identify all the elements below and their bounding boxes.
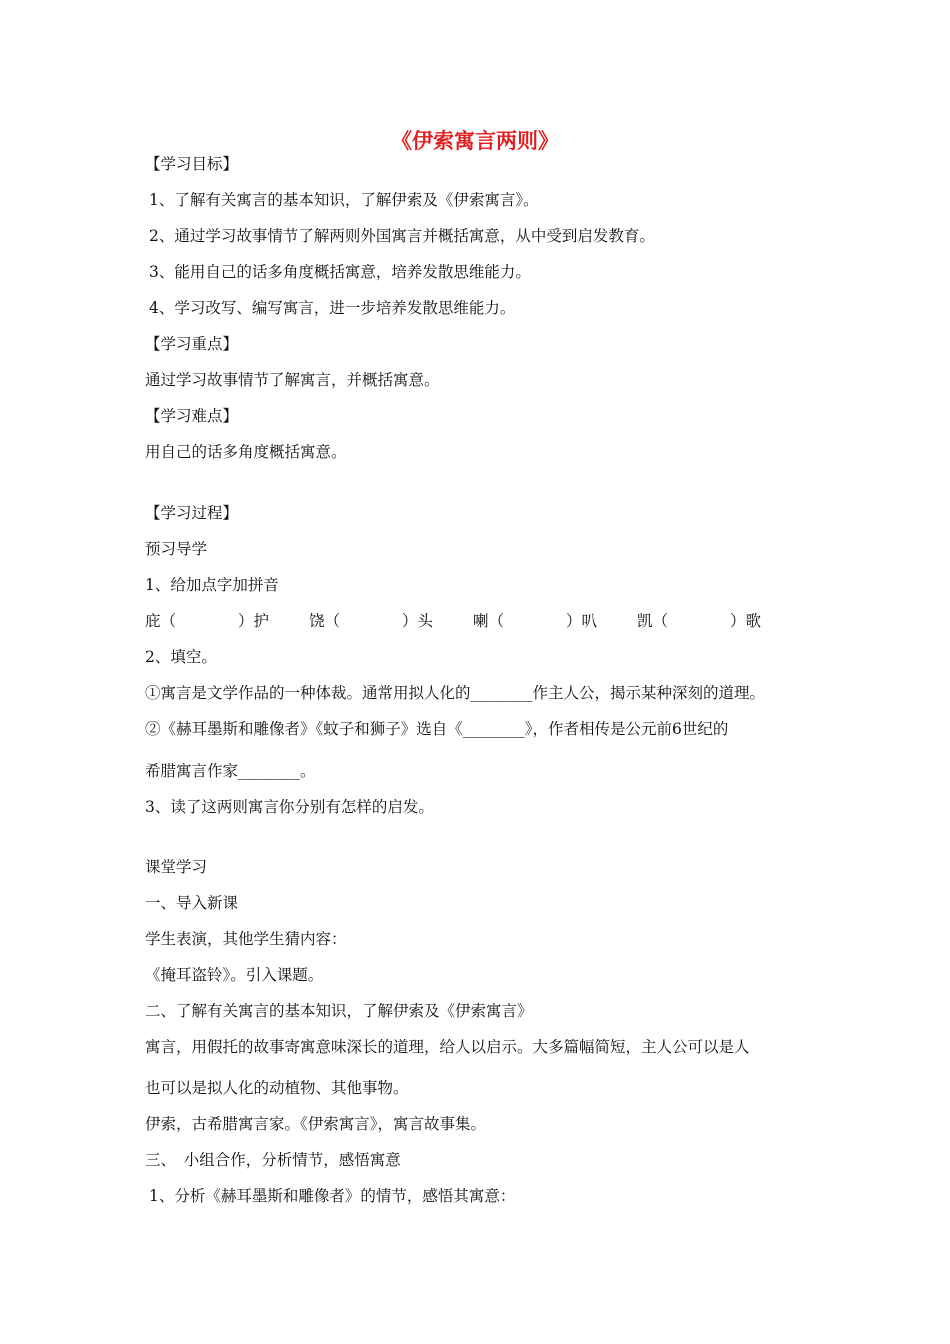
preview-header: 预习导学 <box>145 540 208 558</box>
part-2-text: 寓言，用假托的故事寄寓意味深长的道理，给人以启示。大多篇幅简短，主人公可以是人 <box>145 1038 750 1056</box>
objectives-header: 【学习目标】 <box>145 155 239 173</box>
part-3-item: 1、分析《赫耳墨斯和雕像者》的情节，感悟其寓意： <box>149 1187 516 1205</box>
question-1: 1、给加点字加拼音 <box>145 576 279 594</box>
process-header: 【学习过程】 <box>145 504 239 522</box>
objective-item: 4、学习改写、编写寓言，进一步培养发散思维能力。 <box>149 299 516 317</box>
pinyin-row <box>145 609 761 631</box>
fill-item-1: ①寓言是文学作品的一种体裁。通常用拟人化的________作主人公，揭示某种深刻的道理。 <box>145 684 766 702</box>
class-header: 课堂学习 <box>145 858 208 876</box>
objective-item: 3、能用自己的话多角度概括寓意，培养发散思维能力。 <box>149 263 531 281</box>
question-3: 3、读了这两则寓言你分别有怎样的启发。 <box>145 798 434 816</box>
part-1-text: 《掩耳盗铃》。引入课题。 <box>145 966 324 984</box>
question-2: 2、填空。 <box>145 648 217 666</box>
fill-item-2-cont: 希腊寓言作家________。 <box>145 762 316 780</box>
part-1-text: 学生表演，其他学生猜内容： <box>145 930 347 948</box>
pinyin-item: 庇（ ）护 <box>145 612 270 630</box>
focus-header: 【学习重点】 <box>145 335 239 353</box>
document-title: 《伊索寓言两则》 <box>391 128 559 153</box>
pinyin-item: 凯（ ）歌 <box>637 612 762 630</box>
part-2-text: 伊索，古希腊寓言家。《伊索寓言》，寓言故事集。 <box>145 1115 487 1133</box>
focus-text: 通过学习故事情节了解寓言，并概括寓意。 <box>145 371 440 389</box>
pinyin-item: 喇（ ）叭 <box>473 612 598 630</box>
part-3-heading: 三、 小组合作，分析情节，感悟寓意 <box>145 1151 401 1169</box>
part-2-text: 也可以是拟人化的动植物、其他事物。 <box>145 1079 409 1097</box>
fill-item-2: ②《赫耳墨斯和雕像者》《蚊子和狮子》选自《________》，作者相传是公元前6世纪的 <box>145 720 729 738</box>
part-1-heading: 一、导入新课 <box>145 894 239 912</box>
pinyin-item: 饶（ ）头 <box>309 612 434 630</box>
difficulty-text: 用自己的话多角度概括寓意。 <box>145 443 347 461</box>
objective-item: 1、了解有关寓言的基本知识，了解伊索及《伊索寓言》。 <box>149 191 539 209</box>
part-2-heading: 二、了解有关寓言的基本知识，了解伊索及《伊索寓言》 <box>145 1002 533 1020</box>
difficulty-header: 【学习难点】 <box>145 407 239 425</box>
objective-item: 2、通过学习故事情节了解两则外国寓言并概括寓意，从中受到启发教育。 <box>149 227 655 245</box>
